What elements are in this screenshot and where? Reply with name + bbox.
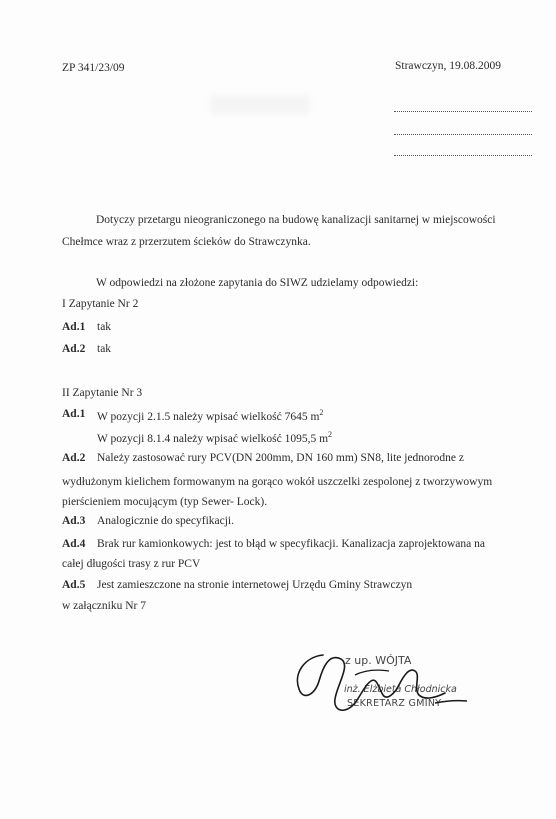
section-2-ad4-text: Brak rur kamionkowych: jest to błąd w specyfikacji. Kanalizacja zaprojektowana na (97, 538, 485, 550)
address-line-3 (394, 155, 532, 156)
section-2-ad2-label: Ad.2 (62, 452, 86, 464)
handwritten-signature (285, 645, 485, 725)
section-1-ad1-label: Ad.1 (62, 321, 86, 333)
section-2-title: II Zapytanie Nr 3 (62, 387, 143, 399)
ad1-line1-sup: 2 (319, 408, 324, 417)
section-1-title: I Zapytanie Nr 2 (62, 298, 139, 310)
subject-paragraph: Dotyczy przetargu nieograniczonego na budowę kanalizacji sanitarnej w miejscowości Chełmce wraz z przerzutem ścieków do Strawczynka. (62, 214, 496, 248)
ad1-line2-text: W pozycji 8.1.4 należy wpisać wielkość 1095,5 m (97, 432, 329, 445)
section-2-ad1-label: Ad.1 (62, 408, 86, 420)
section-2-ad4-label: Ad.4 (62, 538, 86, 550)
section-2-ad3-label: Ad.3 (62, 515, 86, 527)
stamp-line-3: SEKRETARZ GMINY (347, 698, 442, 709)
section-2-ad5-text: Jest zamieszczone na stronie internetowej Urzędu Gminy Strawczyn (97, 579, 413, 591)
section-2-ad5-label: Ad.5 (62, 579, 86, 591)
section-2-ad2-text: Należy zastosować rury PCV(DN 200mm, DN 160 mm) SN8, lite jednorodne z (97, 452, 464, 464)
address-line-1 (394, 111, 532, 112)
faded-mark (210, 95, 310, 115)
section-1-ad2-label: Ad.2 (62, 343, 86, 355)
section-2-ad5-cont: w załączniku Nr 7 (62, 600, 146, 612)
section-2-ad1-line1 (97, 408, 323, 423)
ad1-line2-sup: 2 (328, 430, 333, 439)
section-2-ad1-line2 (97, 430, 332, 445)
section-1-ad2-text: tak (97, 343, 112, 355)
address-line-2 (394, 134, 532, 135)
section-2-ad4-cont: całej długości trasy z rur PCV (62, 558, 201, 570)
section-2-ad2-cont: wydłużonym kielichem formowanym na gorąco wokół uszczelki zespolonej z tworzywowym pierścieniem mocującym (typ Sewer- Lock). (62, 476, 493, 508)
stamp-line-1: z up. WÓJTA (345, 654, 412, 667)
intro-paragraph: W odpowiedzi na złożone zapytania do SIWZ udzielamy odpowiedzi: (96, 277, 419, 289)
section-2-ad3-text: Analogicznie do specyfikacji. (97, 515, 234, 527)
reference-number: ZP 341/23/09 (62, 62, 125, 74)
stamp-line-2: inż. Elżbieta Chłodnicka (344, 684, 457, 695)
section-1-ad1-text: tak (97, 321, 112, 333)
ad1-line1-text: W pozycji 2.1.5 należy wpisać wielkość 7645 m (97, 410, 320, 423)
place-and-date: Strawczyn, 19.08.2009 (395, 60, 502, 72)
